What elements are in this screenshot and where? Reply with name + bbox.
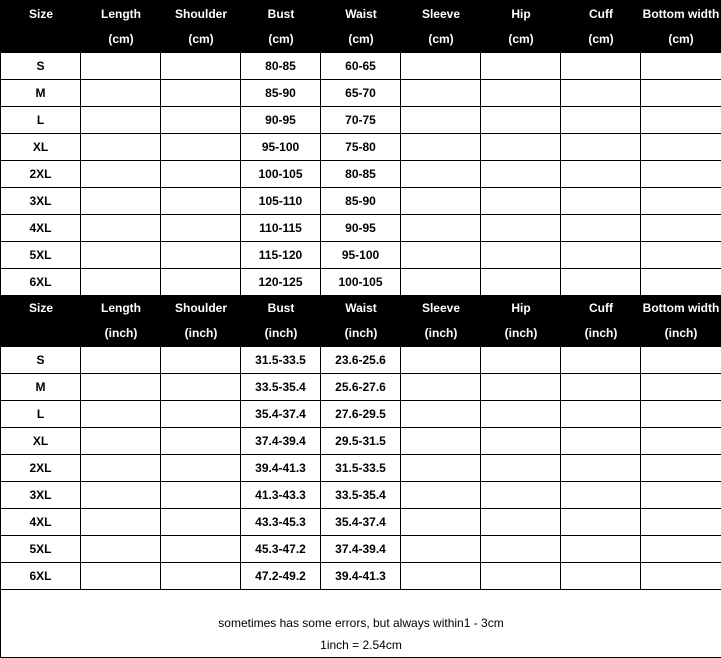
table-cell <box>81 428 161 454</box>
header-shoulder-cm <box>161 1 241 53</box>
table-cell: 75-80 <box>321 134 401 160</box>
table-cell <box>401 455 481 481</box>
header-unit: (cm) <box>508 32 534 46</box>
table-body-cm <box>1 53 721 296</box>
header-label: Bottom width <box>642 301 720 315</box>
table-cell <box>81 242 161 268</box>
table-cell <box>401 269 481 295</box>
header-unit: (cm) <box>668 32 694 46</box>
table-cell <box>161 134 241 160</box>
table-cell <box>641 482 721 508</box>
table-cell <box>641 80 721 106</box>
table-cell: 90-95 <box>241 107 321 133</box>
header-label: Sleeve <box>421 7 461 21</box>
table-cell <box>481 374 561 400</box>
table-cell <box>561 107 641 133</box>
table-cell <box>561 242 641 268</box>
size-cell: 6XL <box>1 269 81 295</box>
table-cell <box>561 401 641 427</box>
table-row <box>1 215 721 242</box>
table-row <box>1 242 721 269</box>
table-cell <box>161 455 241 481</box>
header-unit: (inch) <box>664 326 698 340</box>
header-label: Length <box>101 301 141 315</box>
size-cell: L <box>1 107 81 133</box>
table-cell <box>561 455 641 481</box>
size-cell: 2XL <box>1 455 81 481</box>
table-cell <box>561 374 641 400</box>
size-cell: M <box>1 374 81 400</box>
table-row <box>1 401 721 428</box>
header-unit: (cm) <box>428 32 454 46</box>
header-label: Length <box>101 7 141 21</box>
table-cell <box>481 509 561 535</box>
header-unit: (cm) <box>588 32 614 46</box>
header-unit: (inch) <box>264 326 298 340</box>
header-label: Bottom width <box>642 7 720 21</box>
table-cell: 120-125 <box>241 269 321 295</box>
table-cell <box>401 188 481 214</box>
table-cell: 31.5-33.5 <box>321 455 401 481</box>
header-sleeve-inch <box>401 295 481 347</box>
table-cell <box>81 53 161 79</box>
header-row-inch <box>1 295 721 347</box>
header-label: Shoulder <box>174 301 227 315</box>
table-cell <box>561 428 641 454</box>
table-row <box>1 455 721 482</box>
table-cell: 37.4-39.4 <box>241 428 321 454</box>
table-cell <box>561 563 641 589</box>
header-label: Waist <box>345 301 377 315</box>
table-cell <box>481 53 561 79</box>
table-cell <box>561 215 641 241</box>
header-label: Cuff <box>589 301 613 315</box>
table-cell: 100-105 <box>241 161 321 187</box>
table-cell <box>481 80 561 106</box>
table-cell: 110-115 <box>241 215 321 241</box>
table-cell: 95-100 <box>321 242 401 268</box>
table-cell: 23.6-25.6 <box>321 347 401 373</box>
table-cell <box>401 401 481 427</box>
table-cell <box>481 536 561 562</box>
header-unit: (cm) <box>348 32 374 46</box>
table-cell <box>401 161 481 187</box>
table-cell <box>561 536 641 562</box>
table-cell <box>641 269 721 295</box>
table-cell <box>81 134 161 160</box>
table-cell <box>161 269 241 295</box>
size-cell: 3XL <box>1 188 81 214</box>
header-bottom-width-cm <box>641 1 721 53</box>
size-cell: S <box>1 347 81 373</box>
table-cell: 70-75 <box>321 107 401 133</box>
table-cell <box>401 215 481 241</box>
table-cell: 27.6-29.5 <box>321 401 401 427</box>
table-cell: 105-110 <box>241 188 321 214</box>
header-unit: (inch) <box>584 326 618 340</box>
table-cell <box>481 401 561 427</box>
table-row <box>1 188 721 215</box>
table-cell <box>481 188 561 214</box>
table-cell <box>161 536 241 562</box>
table-cell <box>481 242 561 268</box>
table-cell <box>641 215 721 241</box>
header-unit: (inch) <box>504 326 538 340</box>
table-cell <box>401 80 481 106</box>
table-cell <box>161 161 241 187</box>
header-bust-inch <box>241 295 321 347</box>
table-cell <box>81 107 161 133</box>
table-cell <box>161 347 241 373</box>
table-cell <box>481 107 561 133</box>
size-cell: L <box>1 401 81 427</box>
table-cell: 45.3-47.2 <box>241 536 321 562</box>
table-cell <box>561 80 641 106</box>
table-row <box>1 134 721 161</box>
table-cell <box>641 188 721 214</box>
header-label: Waist <box>345 7 377 21</box>
table-cell <box>161 80 241 106</box>
table-cell: 43.3-45.3 <box>241 509 321 535</box>
table-cell <box>481 482 561 508</box>
table-cell <box>561 53 641 79</box>
table-row <box>1 509 721 536</box>
table-cell: 37.4-39.4 <box>321 536 401 562</box>
size-cell: 3XL <box>1 482 81 508</box>
table-cell <box>481 455 561 481</box>
table-row <box>1 53 721 80</box>
size-cell: XL <box>1 428 81 454</box>
table-cell <box>481 428 561 454</box>
table-cell <box>561 347 641 373</box>
header-size-inch <box>1 295 81 347</box>
table-cell <box>481 563 561 589</box>
header-label: Sleeve <box>421 301 461 315</box>
table-cell <box>161 563 241 589</box>
size-cell: M <box>1 80 81 106</box>
table-cell: 33.5-35.4 <box>241 374 321 400</box>
table-row <box>1 269 721 296</box>
table-cell <box>81 269 161 295</box>
table-cell <box>641 401 721 427</box>
table-cell <box>81 455 161 481</box>
header-unit: (cm) <box>108 32 134 46</box>
header-unit: (inch) <box>104 326 138 340</box>
table-row <box>1 107 721 134</box>
header-label: Bust <box>267 301 295 315</box>
header-hip-inch <box>481 295 561 347</box>
table-cell <box>641 509 721 535</box>
error-note: sometimes has some errors, but always within1 - 3cm <box>218 616 504 630</box>
table-cell <box>481 215 561 241</box>
table-cell <box>641 161 721 187</box>
size-cell: 4XL <box>1 509 81 535</box>
table-cell <box>81 188 161 214</box>
header-cuff-cm <box>561 1 641 53</box>
table-cell <box>561 509 641 535</box>
header-label: Hip <box>511 301 531 315</box>
header-bottom-width-inch <box>641 295 721 347</box>
header-label: Hip <box>511 7 531 21</box>
header-unit: (cm) <box>268 32 294 46</box>
table-cell <box>401 53 481 79</box>
table-cell <box>401 134 481 160</box>
header-label: Cuff <box>589 7 613 21</box>
header-sleeve-cm <box>401 1 481 53</box>
header-hip-cm <box>481 1 561 53</box>
table-cell <box>481 269 561 295</box>
table-cell <box>641 107 721 133</box>
size-cell: 5XL <box>1 242 81 268</box>
table-cell <box>161 374 241 400</box>
table-cell <box>81 482 161 508</box>
table-cell: 65-70 <box>321 80 401 106</box>
table-cell <box>481 161 561 187</box>
table-row <box>1 161 721 188</box>
table-cell <box>161 428 241 454</box>
table-cell: 31.5-33.5 <box>241 347 321 373</box>
table-row <box>1 347 721 374</box>
table-cell: 80-85 <box>321 161 401 187</box>
table-row <box>1 536 721 563</box>
table-cell <box>81 401 161 427</box>
table-cell <box>81 563 161 589</box>
table-cell <box>81 374 161 400</box>
header-unit: (inch) <box>344 326 378 340</box>
table-row <box>1 563 721 590</box>
table-cell: 47.2-49.2 <box>241 563 321 589</box>
table-cell <box>401 563 481 589</box>
table-cell <box>401 374 481 400</box>
table-cell <box>81 347 161 373</box>
header-label: Shoulder <box>174 7 227 21</box>
header-length-inch <box>81 295 161 347</box>
table-cell <box>561 188 641 214</box>
table-body-inch <box>1 347 721 590</box>
table-cell <box>401 482 481 508</box>
table-cell: 29.5-31.5 <box>321 428 401 454</box>
table-cell <box>641 347 721 373</box>
table-cell: 39.4-41.3 <box>321 563 401 589</box>
table-cell <box>401 347 481 373</box>
size-cell: 2XL <box>1 161 81 187</box>
table-cell <box>161 509 241 535</box>
table-cell <box>481 134 561 160</box>
header-unit: (cm) <box>188 32 214 46</box>
table-cell <box>641 134 721 160</box>
header-label: Bust <box>267 7 295 21</box>
table-cell: 115-120 <box>241 242 321 268</box>
table-row <box>1 482 721 509</box>
size-cell: 5XL <box>1 536 81 562</box>
table-cell: 85-90 <box>241 80 321 106</box>
table-cell: 80-85 <box>241 53 321 79</box>
table-cell <box>161 53 241 79</box>
table-cell: 25.6-27.6 <box>321 374 401 400</box>
table-cell: 35.4-37.4 <box>241 401 321 427</box>
header-length-cm <box>81 1 161 53</box>
header-waist-inch <box>321 295 401 347</box>
header-unit: (inch) <box>424 326 458 340</box>
table-cell <box>561 482 641 508</box>
table-cell <box>401 428 481 454</box>
table-cell <box>641 242 721 268</box>
size-cell: S <box>1 53 81 79</box>
table-cell <box>641 53 721 79</box>
notes <box>1 589 721 657</box>
table-cell: 100-105 <box>321 269 401 295</box>
table-cell <box>401 509 481 535</box>
table-cell <box>561 161 641 187</box>
table-cell: 95-100 <box>241 134 321 160</box>
table-cell: 39.4-41.3 <box>241 455 321 481</box>
table-row <box>1 374 721 401</box>
header-shoulder-inch <box>161 295 241 347</box>
header-label: Size <box>28 301 53 315</box>
table-cell <box>161 482 241 508</box>
table-cell <box>161 188 241 214</box>
size-cell: 6XL <box>1 563 81 589</box>
table-cell <box>401 242 481 268</box>
table-cell <box>161 215 241 241</box>
header-unit: (inch) <box>184 326 218 340</box>
table-cell <box>641 563 721 589</box>
table-cell <box>401 107 481 133</box>
table-cell <box>641 455 721 481</box>
table-cell: 90-95 <box>321 215 401 241</box>
header-size-cm <box>1 1 81 53</box>
table-cell: 85-90 <box>321 188 401 214</box>
table-cell <box>561 134 641 160</box>
size-cell: XL <box>1 134 81 160</box>
table-cell <box>81 509 161 535</box>
table-cell <box>81 215 161 241</box>
table-cell <box>641 536 721 562</box>
table-cell <box>561 269 641 295</box>
table-cell <box>481 347 561 373</box>
table-cell <box>161 242 241 268</box>
table-cell: 41.3-43.3 <box>241 482 321 508</box>
header-bust-cm <box>241 1 321 53</box>
table-row <box>1 80 721 107</box>
header-row-cm <box>1 1 721 53</box>
table-cell <box>81 161 161 187</box>
header-cuff-inch <box>561 295 641 347</box>
table-cell: 60-65 <box>321 53 401 79</box>
table-cell <box>641 374 721 400</box>
table-cell <box>81 80 161 106</box>
table-cell <box>161 107 241 133</box>
table-cell <box>641 428 721 454</box>
table-cell: 35.4-37.4 <box>321 509 401 535</box>
table-cell: 33.5-35.4 <box>321 482 401 508</box>
table-cell <box>161 401 241 427</box>
header-waist-cm <box>321 1 401 53</box>
table-cell <box>81 536 161 562</box>
header-label: Size <box>28 7 53 21</box>
table-row <box>1 428 721 455</box>
size-cell: 4XL <box>1 215 81 241</box>
conversion-note: 1inch = 2.54cm <box>320 638 402 652</box>
table-cell <box>401 536 481 562</box>
